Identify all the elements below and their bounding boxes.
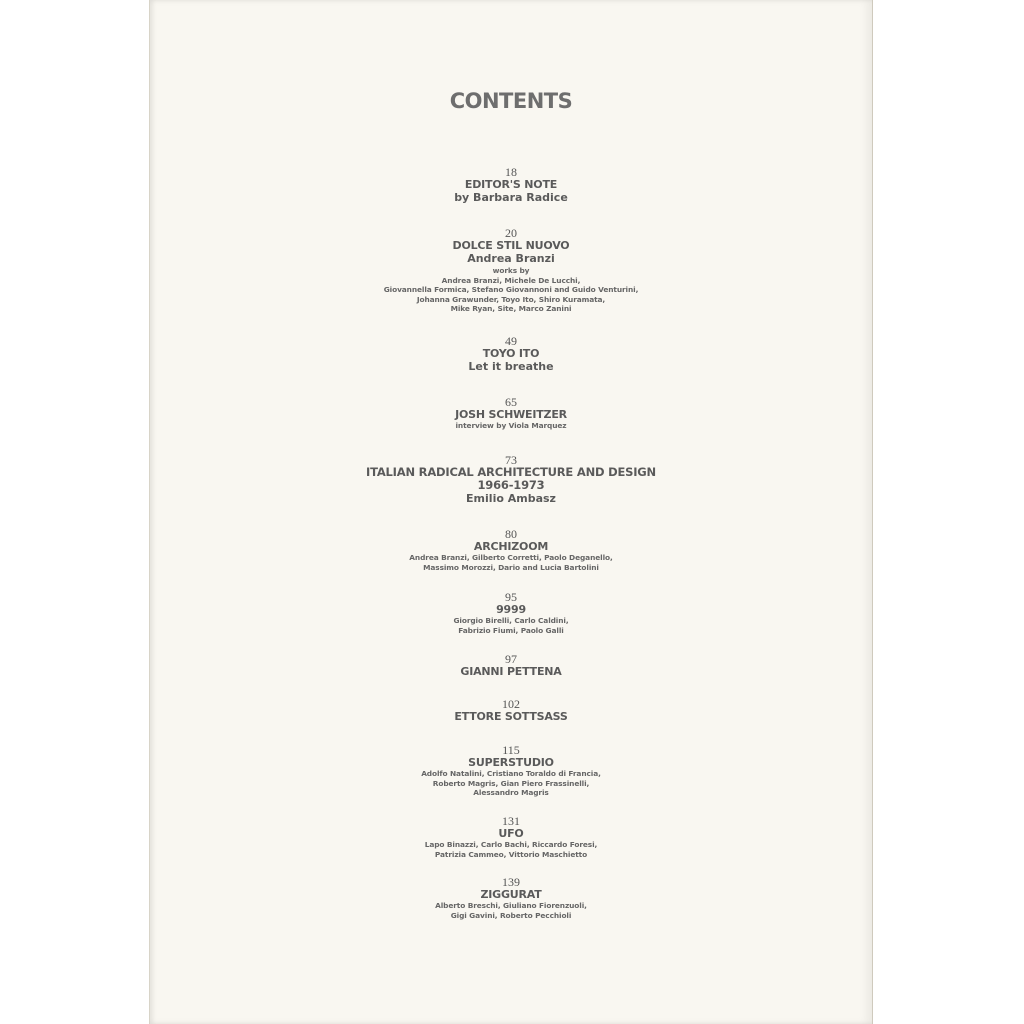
entry-title: GIANNI PETTENA	[460, 665, 562, 678]
contents-heading: CONTENTS	[449, 89, 573, 113]
entry-credit-line: Massimo Morozzi, Dario and Lucia Bartolini	[423, 562, 599, 572]
entry-credit-line: Alessandro Magris	[473, 788, 549, 797]
page-number: 20	[505, 226, 517, 240]
entry-title: EDITOR'S NOTE	[464, 178, 558, 191]
entry-credit-line: Giorgio Birelli, Carlo Caldini,	[453, 616, 569, 625]
page-number: 95	[505, 590, 517, 604]
entry-title: SUPERSTUDIO	[468, 756, 554, 769]
entry-author: Andrea Branzi	[467, 252, 555, 265]
contents-entry-gianni-pettena	[150, 653, 872, 678]
entry-credit-line: Roberto Magris, Gian Piero Frassinelli,	[432, 778, 590, 788]
entry-credit-line: works by	[492, 266, 530, 275]
contents-entry-ufo	[150, 815, 872, 859]
page-number: 102	[502, 697, 520, 711]
contents-list	[150, 0, 872, 1024]
contents-entry-toyo-ito	[150, 335, 872, 374]
entry-title: DOLCE STIL NUOVO	[452, 239, 570, 252]
contents-entry-italian-radical	[150, 454, 872, 506]
contents-entry-superstudio	[150, 744, 872, 798]
entry-credit-line: Andrea Branzi, Gilberto Corretti, Paolo Deganello,	[409, 553, 613, 562]
entry-credit-line: Alberto Breschi, Giuliano Fiorenzuoli,	[435, 901, 587, 910]
entry-title: TOYO ITO	[482, 347, 540, 360]
entry-credit-line: Patrizia Cammeo, Vittorio Maschietto	[434, 849, 588, 859]
entry-title: ARCHIZOOM	[473, 540, 549, 553]
page-number: 131	[502, 814, 520, 828]
page-number: 73	[505, 453, 517, 467]
entry-credit-line: interview by Viola Marquez	[455, 421, 567, 430]
contents-entry-editors-note	[150, 166, 872, 205]
contents-entry-dolce-stil-nuovo	[150, 227, 872, 314]
entry-credit-line: Giovannella Formica, Stefano Giovannoni and Guido Venturini,	[383, 285, 639, 294]
page-number: 115	[502, 743, 520, 757]
page-number: 139	[502, 875, 520, 889]
entry-author: by Barbara Radice	[454, 191, 568, 204]
contents-entry-archizoom	[150, 528, 872, 572]
page-number: 97	[505, 652, 517, 666]
entry-credit-line: Fabrizio Fiumi, Paolo Galli	[458, 625, 564, 635]
entry-title: 9999	[496, 603, 526, 616]
page-number: 80	[505, 527, 517, 541]
entry-credit-line: Andrea Branzi, Michele De Lucchi,	[441, 275, 581, 285]
contents-entry-ziggurat	[150, 876, 872, 920]
entry-title-dates: 1966-1973	[477, 478, 545, 492]
entry-credit-line: Gigi Gavini, Roberto Pecchioli	[450, 910, 572, 920]
contents-entry-josh-schweitzer	[150, 396, 872, 431]
entry-title: ITALIAN RADICAL ARCHITECTURE AND DESIGN	[366, 465, 656, 479]
entry-title: UFO	[498, 827, 524, 840]
page-number: 49	[505, 334, 517, 348]
entry-credit-line: Johanna Grawunder, Toyo Ito, Shiro Kuramata,	[416, 294, 606, 304]
entry-subtitle: Let it breathe	[468, 360, 554, 373]
contents-entry-ettore-sottsass	[150, 698, 872, 723]
entry-credit-line: Adolfo Natalini, Cristiano Toraldo di Francia,	[421, 769, 601, 778]
page-number: 18	[505, 165, 517, 179]
entry-title: ZIGGURAT	[480, 888, 542, 901]
entry-title: ETTORE SOTTSASS	[454, 710, 568, 723]
entry-author: Emilio Ambasz	[466, 492, 556, 505]
contents-entry-9999	[150, 591, 872, 635]
entry-credit-line: Mike Ryan, Site, Marco Zanini	[450, 304, 572, 313]
book-page	[149, 0, 873, 1024]
entry-credit-line: Lapo Binazzi, Carlo Bachi, Riccardo Foresi,	[424, 840, 598, 849]
page-number: 65	[505, 395, 517, 409]
entry-title: JOSH SCHWEITZER	[455, 408, 567, 421]
